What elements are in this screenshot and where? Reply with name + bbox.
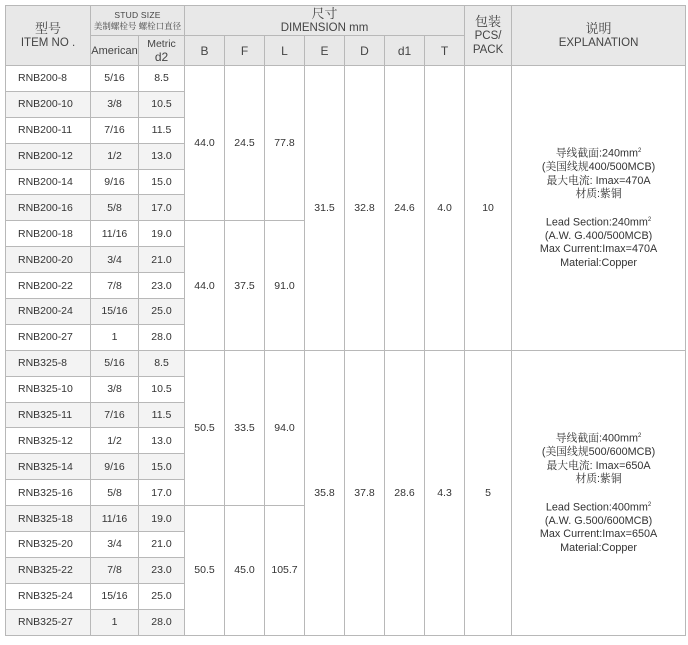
b-cell: 50.5 <box>185 506 225 635</box>
metric-cell: 21.0 <box>139 247 185 273</box>
explanation-header-cn: 说明 <box>585 21 612 36</box>
metric-cell: 10.5 <box>139 376 185 402</box>
pack-cell: 5 <box>465 350 512 635</box>
model-cell: RNB325-8 <box>6 350 91 376</box>
model-cell: RNB325-16 <box>6 480 91 506</box>
col-header-e: E <box>305 36 345 66</box>
expl-en-awg: (A.W. G.400/500MCB) <box>544 229 653 242</box>
model-cell: RNB200-10 <box>6 91 91 117</box>
f-cell: 37.5 <box>225 221 265 350</box>
model-header-cn: 型号 <box>34 21 61 36</box>
pack-header-en2: PACK <box>472 44 504 56</box>
table-body <box>6 66 686 636</box>
model-cell: RNB325-27 <box>6 609 91 635</box>
table-row <box>6 350 686 376</box>
table-row <box>6 66 686 92</box>
american-cell: 15/16 <box>91 583 139 609</box>
col-header-d: D <box>345 36 385 66</box>
american-cell: 1/2 <box>91 143 139 169</box>
american-cell: 5/16 <box>91 350 139 376</box>
explanation-header-en: EXPLANATION <box>558 37 639 49</box>
model-cell: RNB200-12 <box>6 143 91 169</box>
explanation-header <box>512 6 686 66</box>
model-cell: RNB325-22 <box>6 557 91 583</box>
l-cell: 77.8 <box>265 66 305 221</box>
american-cell: 7/16 <box>91 402 139 428</box>
american-cell: 9/16 <box>91 454 139 480</box>
d-cell: 32.8 <box>345 66 385 351</box>
american-cell: 7/16 <box>91 117 139 143</box>
pack-header-cn: 包装 <box>475 14 502 29</box>
model-cell: RNB325-20 <box>6 532 91 558</box>
model-cell: RNB200-24 <box>6 299 91 325</box>
metric-cell: 25.0 <box>139 583 185 609</box>
l-cell: 94.0 <box>265 350 305 505</box>
stud-size-en: STUD SIZE <box>114 9 161 20</box>
expl-en-awg: (A.W. G.500/600MCB) <box>544 514 653 527</box>
model-cell: RNB200-8 <box>6 66 91 92</box>
col-header-l: L <box>265 36 305 66</box>
expl-cn-section: 导线截面$:240mm^2$ <box>555 147 642 160</box>
american-cell: 7/8 <box>91 557 139 583</box>
metric-cell: 28.0 <box>139 609 185 635</box>
metric-cell: 23.0 <box>139 557 185 583</box>
metric-cell: 28.0 <box>139 324 185 350</box>
expl-cn-section: 导线截面$:400mm^2$ <box>555 432 642 445</box>
pack-header-en1: PCS/ <box>474 30 502 42</box>
col-header-t: T <box>425 36 465 66</box>
explanation-cell <box>512 350 686 635</box>
american-cell: 1 <box>91 609 139 635</box>
model-cell: RNB200-22 <box>6 273 91 299</box>
stud-size-header <box>91 6 185 36</box>
model-cell: RNB200-18 <box>6 221 91 247</box>
american-cell: 9/16 <box>91 169 139 195</box>
american-cell: 7/8 <box>91 273 139 299</box>
american-cell: 3/8 <box>91 91 139 117</box>
table-header <box>6 6 686 66</box>
expl-en-section: Lead $Section:240mm^2$ <box>545 216 652 229</box>
expl-en-current: Max Current:Imax=470A <box>539 243 658 256</box>
american-cell: 5/8 <box>91 480 139 506</box>
model-cell: RNB325-24 <box>6 583 91 609</box>
metric-cell: 8.5 <box>139 66 185 92</box>
b-cell: 44.0 <box>185 66 225 221</box>
model-cell: RNB200-20 <box>6 247 91 273</box>
metric-cell: 15.0 <box>139 169 185 195</box>
stud-size-cn: 美制螺栓号 螺栓口直径 <box>93 20 182 31</box>
american-cell: 1 <box>91 324 139 350</box>
metric-cell: 19.0 <box>139 506 185 532</box>
model-cell: RNB200-11 <box>6 117 91 143</box>
l-cell: 91.0 <box>265 221 305 350</box>
metric-cell: 10.5 <box>139 91 185 117</box>
f-cell: 33.5 <box>225 350 265 505</box>
expl-cn-material: 材质:紫铜 <box>575 188 622 201</box>
metric-cell: 17.0 <box>139 195 185 221</box>
d1-cell: 24.6 <box>385 66 425 351</box>
metric-cell: 25.0 <box>139 299 185 325</box>
metric-cell: 21.0 <box>139 532 185 558</box>
model-cell: RNB325-11 <box>6 402 91 428</box>
col-header-f: F <box>225 36 265 66</box>
l-cell: 105.7 <box>265 506 305 635</box>
f-cell: 24.5 <box>225 66 265 221</box>
dimension-header-cn: 尺寸 <box>311 6 338 21</box>
model-cell: RNB325-18 <box>6 506 91 532</box>
dimension-header <box>185 6 465 36</box>
expl-cn-awg: (美国线规400/500MCB) <box>541 161 656 174</box>
metric-cell: 17.0 <box>139 480 185 506</box>
f-cell: 45.0 <box>225 506 265 635</box>
metric-cell: 13.0 <box>139 428 185 454</box>
expl-cn-awg: (美国线规500/600MCB) <box>541 446 656 459</box>
metric-cell: 11.5 <box>139 402 185 428</box>
expl-en-material: Material:Copper <box>560 256 637 269</box>
model-cell: RNB200-27 <box>6 324 91 350</box>
model-cell: RNB200-16 <box>6 195 91 221</box>
model-header <box>6 6 91 66</box>
model-cell: RNB325-10 <box>6 376 91 402</box>
metric-cell: 8.5 <box>139 350 185 376</box>
d1-cell: 28.6 <box>385 350 425 635</box>
model-cell: RNB200-14 <box>6 169 91 195</box>
metric-header-label: Metric <box>147 37 176 50</box>
expl-cn-current: 最大电流: Imax=470A <box>546 174 651 187</box>
dimension-header-en: DIMENSION mm <box>280 22 369 34</box>
metric-cell: 19.0 <box>139 221 185 247</box>
t-cell: 4.3 <box>425 350 465 635</box>
d-cell: 37.8 <box>345 350 385 635</box>
model-cell: RNB325-12 <box>6 428 91 454</box>
american-cell: 1/2 <box>91 428 139 454</box>
american-cell: 3/4 <box>91 247 139 273</box>
e-cell: 31.5 <box>305 66 345 351</box>
american-cell: 3/8 <box>91 376 139 402</box>
b-cell: 44.0 <box>185 221 225 350</box>
model-cell: RNB325-14 <box>6 454 91 480</box>
col-header-d1: d1 <box>385 36 425 66</box>
expl-cn-current: 最大电流: Imax=650A <box>546 459 651 472</box>
expl-en-material: Material:Copper <box>560 541 637 554</box>
expl-en-current: Max Current:Imax=650A <box>539 528 658 541</box>
pack-cell: 10 <box>465 66 512 351</box>
t-cell: 4.0 <box>425 66 465 351</box>
american-cell: 3/4 <box>91 532 139 558</box>
d2-header-label: d2 <box>154 49 169 64</box>
american-cell: 11/16 <box>91 221 139 247</box>
expl-cn-material: 材质:紫铜 <box>575 473 622 486</box>
american-cell: 5/8 <box>91 195 139 221</box>
american-cell: 5/16 <box>91 66 139 92</box>
col-header-b: B <box>185 36 225 66</box>
metric-cell: 23.0 <box>139 273 185 299</box>
american-cell: 11/16 <box>91 506 139 532</box>
model-header-en: ITEM NO . <box>20 37 76 49</box>
b-cell: 50.5 <box>185 350 225 505</box>
metric-cell: 13.0 <box>139 143 185 169</box>
spec-table <box>5 5 686 636</box>
american-cell: 15/16 <box>91 299 139 325</box>
expl-en-section: Lead $Section:400mm^2$ <box>545 501 652 514</box>
metric-cell: 15.0 <box>139 454 185 480</box>
american-header: American <box>91 36 139 66</box>
metric-header <box>139 36 185 66</box>
e-cell: 35.8 <box>305 350 345 635</box>
pack-header <box>465 6 512 66</box>
metric-cell: 11.5 <box>139 117 185 143</box>
explanation-cell <box>512 66 686 351</box>
